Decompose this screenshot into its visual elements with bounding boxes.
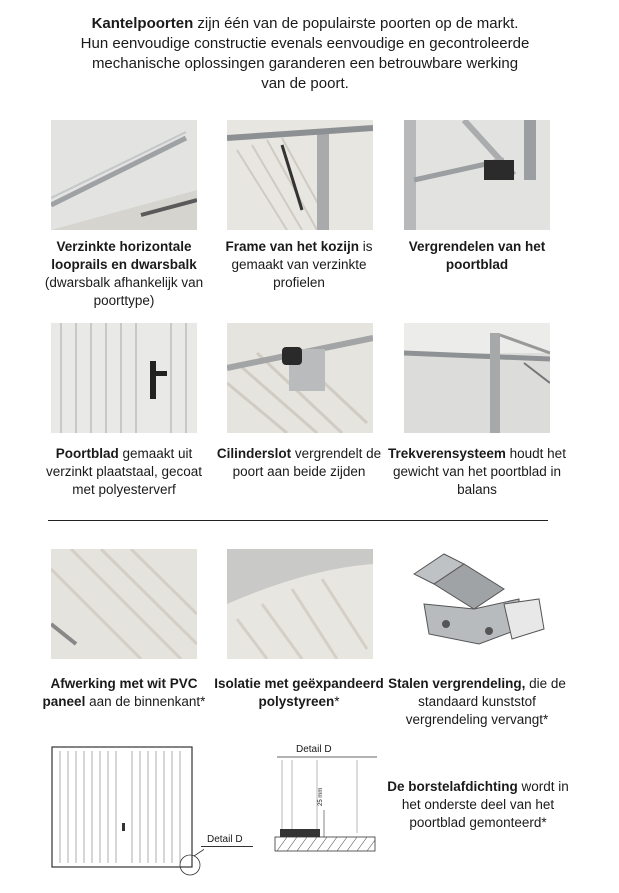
intro-bold: Kantelpoorten — [91, 15, 194, 32]
caption-locking-title: Vergrendelen van het poortblad — [408, 239, 546, 272]
photo-cylinder-lock — [227, 323, 373, 433]
intro-paragraph — [80, 14, 530, 94]
caption-frame-title: Frame van het kozijn — [225, 239, 360, 254]
caption-brush-text: wordt in het onderste deel van het poortblad gemonteerd* — [401, 779, 569, 830]
caption-insulation-title: Isolatie met geëxpandeerd polystyreen — [214, 676, 384, 709]
caption-panel-text: gemaakt uit verzinkt plaatstaal, gecoat met polyesterverf — [45, 446, 203, 497]
caption-panel-title: Poortblad — [55, 446, 119, 461]
photo-springs — [404, 323, 550, 433]
section-divider — [48, 520, 548, 521]
caption-brush-title: De borstelafdichting — [387, 779, 518, 794]
caption-rails-title: Verzinkte horizontale looprails en dwarsbalk — [51, 239, 197, 272]
caption-pvc — [34, 675, 214, 711]
photo-insulation — [227, 549, 373, 659]
brush-detail-diagram — [272, 755, 382, 855]
caption-insulation-text: * — [334, 694, 340, 709]
caption-locking — [387, 238, 567, 274]
caption-pvc-title: Afwerking met wit PVC paneel — [42, 676, 198, 709]
caption-brush — [386, 778, 570, 832]
intro-text: zijn één van de populairste poorten op de markt. Hun eenvoudige constructie evenals eenvoudige en gecontroleerde mechanische oplossingen garanderen een betrouwbare werking van de poort. — [80, 15, 530, 92]
photo-pvc-panel — [51, 549, 197, 659]
dimension-label: 25 mm — [318, 787, 324, 806]
caption-springs — [387, 445, 567, 499]
caption-cylinder — [209, 445, 389, 481]
detail-label-top: Detail D — [296, 744, 332, 755]
caption-steel-lock — [387, 675, 567, 729]
caption-springs-title: Trekverensysteem — [388, 446, 506, 461]
detail-label-left: Detail D — [207, 834, 243, 845]
photo-rails — [51, 120, 197, 230]
caption-rails — [34, 238, 214, 310]
caption-steel-lock-title: Stalen vergrendeling, — [388, 676, 526, 691]
caption-steel-lock-text: die de standaard kunststof vergrendeling vervangt* — [405, 676, 566, 727]
caption-frame — [209, 238, 389, 292]
caption-rails-text: (dwarsbalk afhankelijk van poorttype) — [44, 275, 204, 308]
caption-frame-text: is gemaakt van verzinkte profielen — [231, 239, 373, 290]
caption-cylinder-text: vergrendelt de poort aan beide zijden — [232, 446, 382, 479]
photo-lock-mech — [404, 120, 550, 230]
caption-panel — [34, 445, 214, 499]
detail-leader-line — [201, 846, 253, 847]
photo-frame — [227, 120, 373, 230]
photo-steel-lock — [404, 549, 550, 659]
caption-pvc-text: aan de binnenkant* — [85, 694, 206, 709]
caption-cylinder-title: Cilinderslot — [216, 446, 292, 461]
caption-springs-text: houdt het gewicht van het poortblad in balans — [392, 446, 566, 497]
door-elevation-diagram — [44, 743, 204, 883]
photo-door-panel — [51, 323, 197, 433]
caption-insulation — [209, 675, 389, 711]
